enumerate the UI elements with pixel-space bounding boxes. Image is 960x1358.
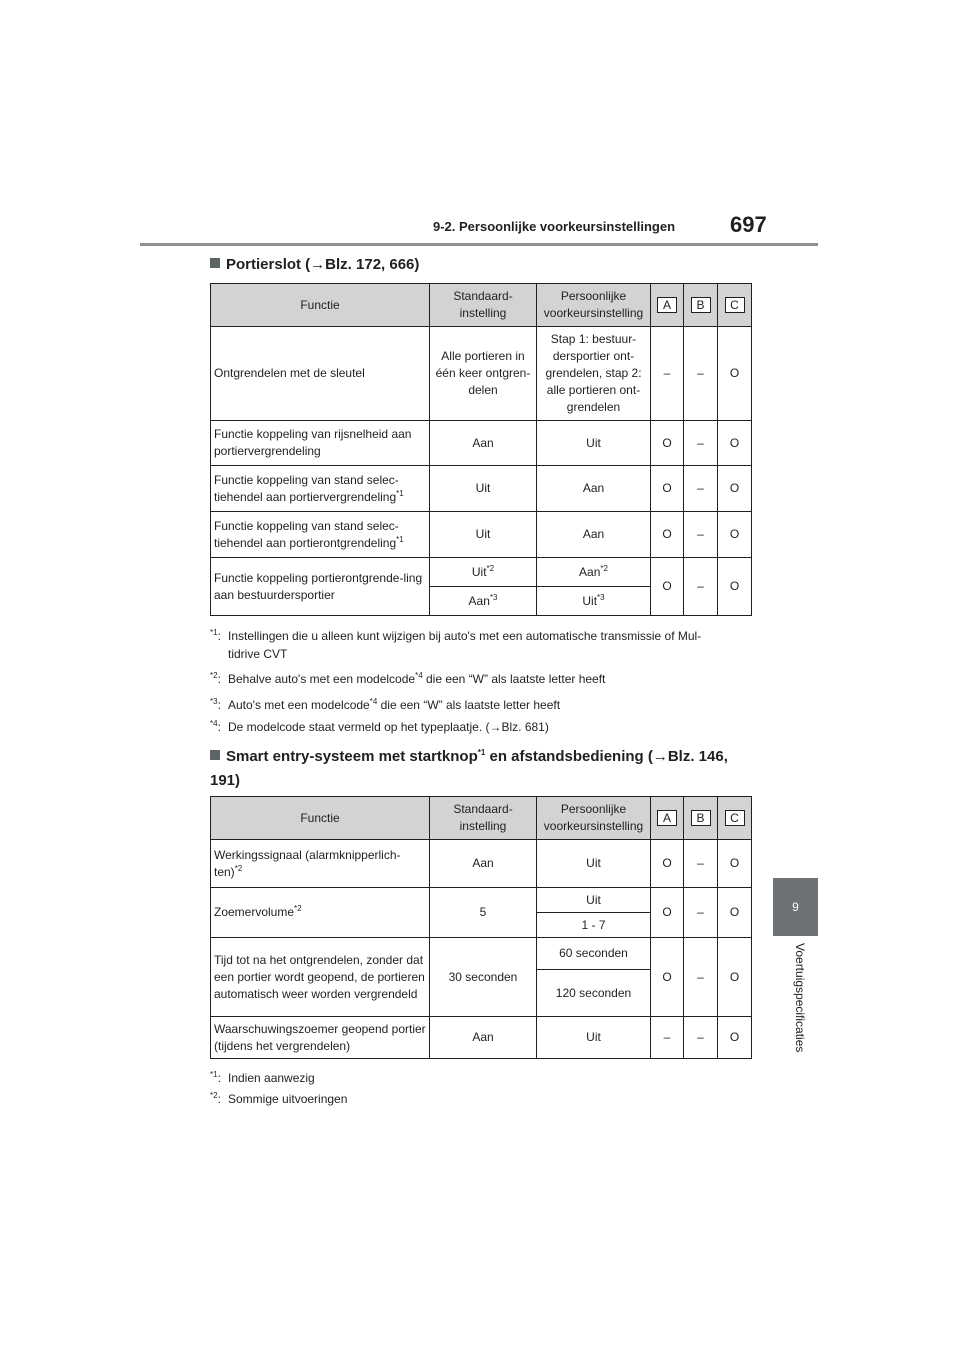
cell-c: O: [718, 840, 752, 888]
footnote: $^{*1}$: Indien aanwezig: [210, 1070, 315, 1085]
cell-b: –: [684, 466, 718, 512]
cell-function: Functie koppeling van stand selec-tiehendel aan portierontgrendeling$^{*1}$: [211, 512, 430, 558]
cell-a: –: [651, 1017, 684, 1059]
chapter-tab: 9: [773, 878, 818, 936]
column-header-default: Standaard-instelling: [430, 797, 537, 840]
cell-personal: Uit: [537, 840, 651, 888]
column-header-c: C: [718, 284, 752, 327]
cell-a: O: [651, 466, 684, 512]
table-row: [211, 558, 752, 587]
cell-c: O: [718, 421, 752, 466]
cell-b: –: [684, 421, 718, 466]
cell-b: –: [684, 840, 718, 888]
chapter-label: Voertuigspecificaties: [793, 943, 807, 1053]
cell-function: Functie koppeling portierontgrende-ling aan bestuurdersportier: [211, 558, 430, 616]
column-header-personal: Persoonlijke voorkeursinstelling: [537, 284, 651, 327]
cell-function: Waarschuwingszoemer geopend portier (tijdens het vergrendelen): [211, 1017, 430, 1059]
cell-c: O: [718, 888, 752, 938]
cell-default: 5: [430, 888, 537, 938]
column-header-default: Standaard-instelling: [430, 284, 537, 327]
cell-a: –: [651, 327, 684, 421]
cell-a: O: [651, 840, 684, 888]
cell-default: Aan: [430, 1017, 537, 1059]
cell-c: O: [718, 512, 752, 558]
cell-personal: Uit$^{*3}$: [537, 587, 651, 616]
cell-a: O: [651, 888, 684, 938]
footnote: $^{*2}$: Sommige uitvoeringen: [210, 1091, 348, 1106]
cell-default: Aan$^{*3}$: [430, 587, 537, 616]
column-header-function: Functie: [211, 284, 430, 327]
table-row: [211, 421, 752, 466]
section-heading-door-lock: Portierslot (→Blz. 172, 666): [210, 256, 419, 273]
column-header-c: C: [718, 797, 752, 840]
cell-default: Alle portieren in één keer ontgren-delen: [430, 327, 537, 421]
cell-function: Werkingssignaal (alarmknipperlich-ten)$^{*2}$: [211, 840, 430, 888]
cell-personal: Uit: [537, 888, 651, 913]
column-header-a: A: [651, 284, 684, 327]
footnote: $^{*4}$: De modelcode staat vermeld op het typeplaatje. (→Blz. 681): [210, 719, 549, 734]
table-row: [211, 888, 752, 913]
table-row: [211, 938, 752, 970]
cell-function: Ontgrendelen met de sleutel: [211, 327, 430, 421]
cell-b: –: [684, 327, 718, 421]
cell-a: O: [651, 938, 684, 1017]
footnote: $^{*3}$: Auto's met een modelcode$^{*4}$ die een “W” als laatste letter heeft: [210, 697, 561, 712]
cell-c: O: [718, 327, 752, 421]
cell-function: Functie koppeling van stand selec-tiehendel aan portiervergrendeling$^{*1}$: [211, 466, 430, 512]
cell-default: Aan: [430, 840, 537, 888]
table-row: [211, 512, 752, 558]
cell-b: –: [684, 938, 718, 1017]
table-header-row: [211, 284, 752, 327]
cell-default: 30 seconden: [430, 938, 537, 1017]
cell-personal: 1 - 7: [537, 913, 651, 938]
cell-function: Zoemervolume$^{*2}$: [211, 888, 430, 938]
header-title: 9-2. Persoonlijke voorkeursinstellingen: [433, 219, 676, 234]
cell-b: –: [684, 888, 718, 938]
table-row: [211, 1017, 752, 1059]
square-bullet-icon: [210, 750, 220, 760]
cell-personal: Uit: [537, 421, 651, 466]
cell-default: Uit$^{*2}$: [430, 558, 537, 587]
table-row: [211, 466, 752, 512]
table-header-row: [211, 797, 752, 840]
footnote: $^{*1}$: Instellingen die u alleen kunt wijzigen bij auto's met een automatische transmissie of Mul- tidrive CVT: [210, 628, 702, 661]
column-header-a: A: [651, 797, 684, 840]
table-row: [211, 840, 752, 888]
cell-personal: Aan$^{*2}$: [537, 558, 651, 587]
square-bullet-icon: [210, 258, 220, 268]
cell-personal: Aan: [537, 466, 651, 512]
cell-function: Functie koppeling van rijsnelheid aan portiervergrendeling: [211, 421, 430, 466]
table-row: [211, 327, 752, 421]
cell-personal: 120 seconden: [537, 970, 651, 1017]
cell-a: O: [651, 558, 684, 616]
cell-personal: Uit: [537, 1017, 651, 1059]
door-lock-table: [210, 283, 752, 616]
footnote: $^{*2}$: Behalve auto's met een modelcode$^{*4}$ die een “W” als laatste letter heeft: [210, 671, 606, 686]
cell-c: O: [718, 466, 752, 512]
cell-a: O: [651, 512, 684, 558]
cell-b: –: [684, 512, 718, 558]
cell-c: O: [718, 558, 752, 616]
column-header-b: B: [684, 797, 718, 840]
column-header-b: B: [684, 284, 718, 327]
cell-default: Uit: [430, 512, 537, 558]
cell-b: –: [684, 1017, 718, 1059]
cell-default: Aan: [430, 421, 537, 466]
section-heading-smart-entry: Smart entry-systeem met startknop$^{*1}$ en afstandsbediening (→Blz. 146, 191): [210, 748, 728, 789]
column-header-personal: Persoonlijke voorkeursinstelling: [537, 797, 651, 840]
cell-c: O: [718, 1017, 752, 1059]
smart-entry-table: [210, 796, 752, 1059]
header-divider: [140, 243, 818, 246]
cell-a: O: [651, 421, 684, 466]
cell-personal: Aan: [537, 512, 651, 558]
page-number: 697: [730, 212, 767, 237]
cell-personal: 60 seconden: [537, 938, 651, 970]
column-header-function: Functie: [211, 797, 430, 840]
cell-b: –: [684, 558, 718, 616]
cell-default: Uit: [430, 466, 537, 512]
cell-c: O: [718, 938, 752, 1017]
cell-function: Tijd tot na het ontgrendelen, zonder dat een portier wordt geopend, de portieren automatisch weer worden vergrendeld: [211, 938, 430, 1017]
cell-personal: Stap 1: bestuur-dersportier ont-grendelen, stap 2: alle portieren ont-grendelen: [537, 327, 651, 421]
